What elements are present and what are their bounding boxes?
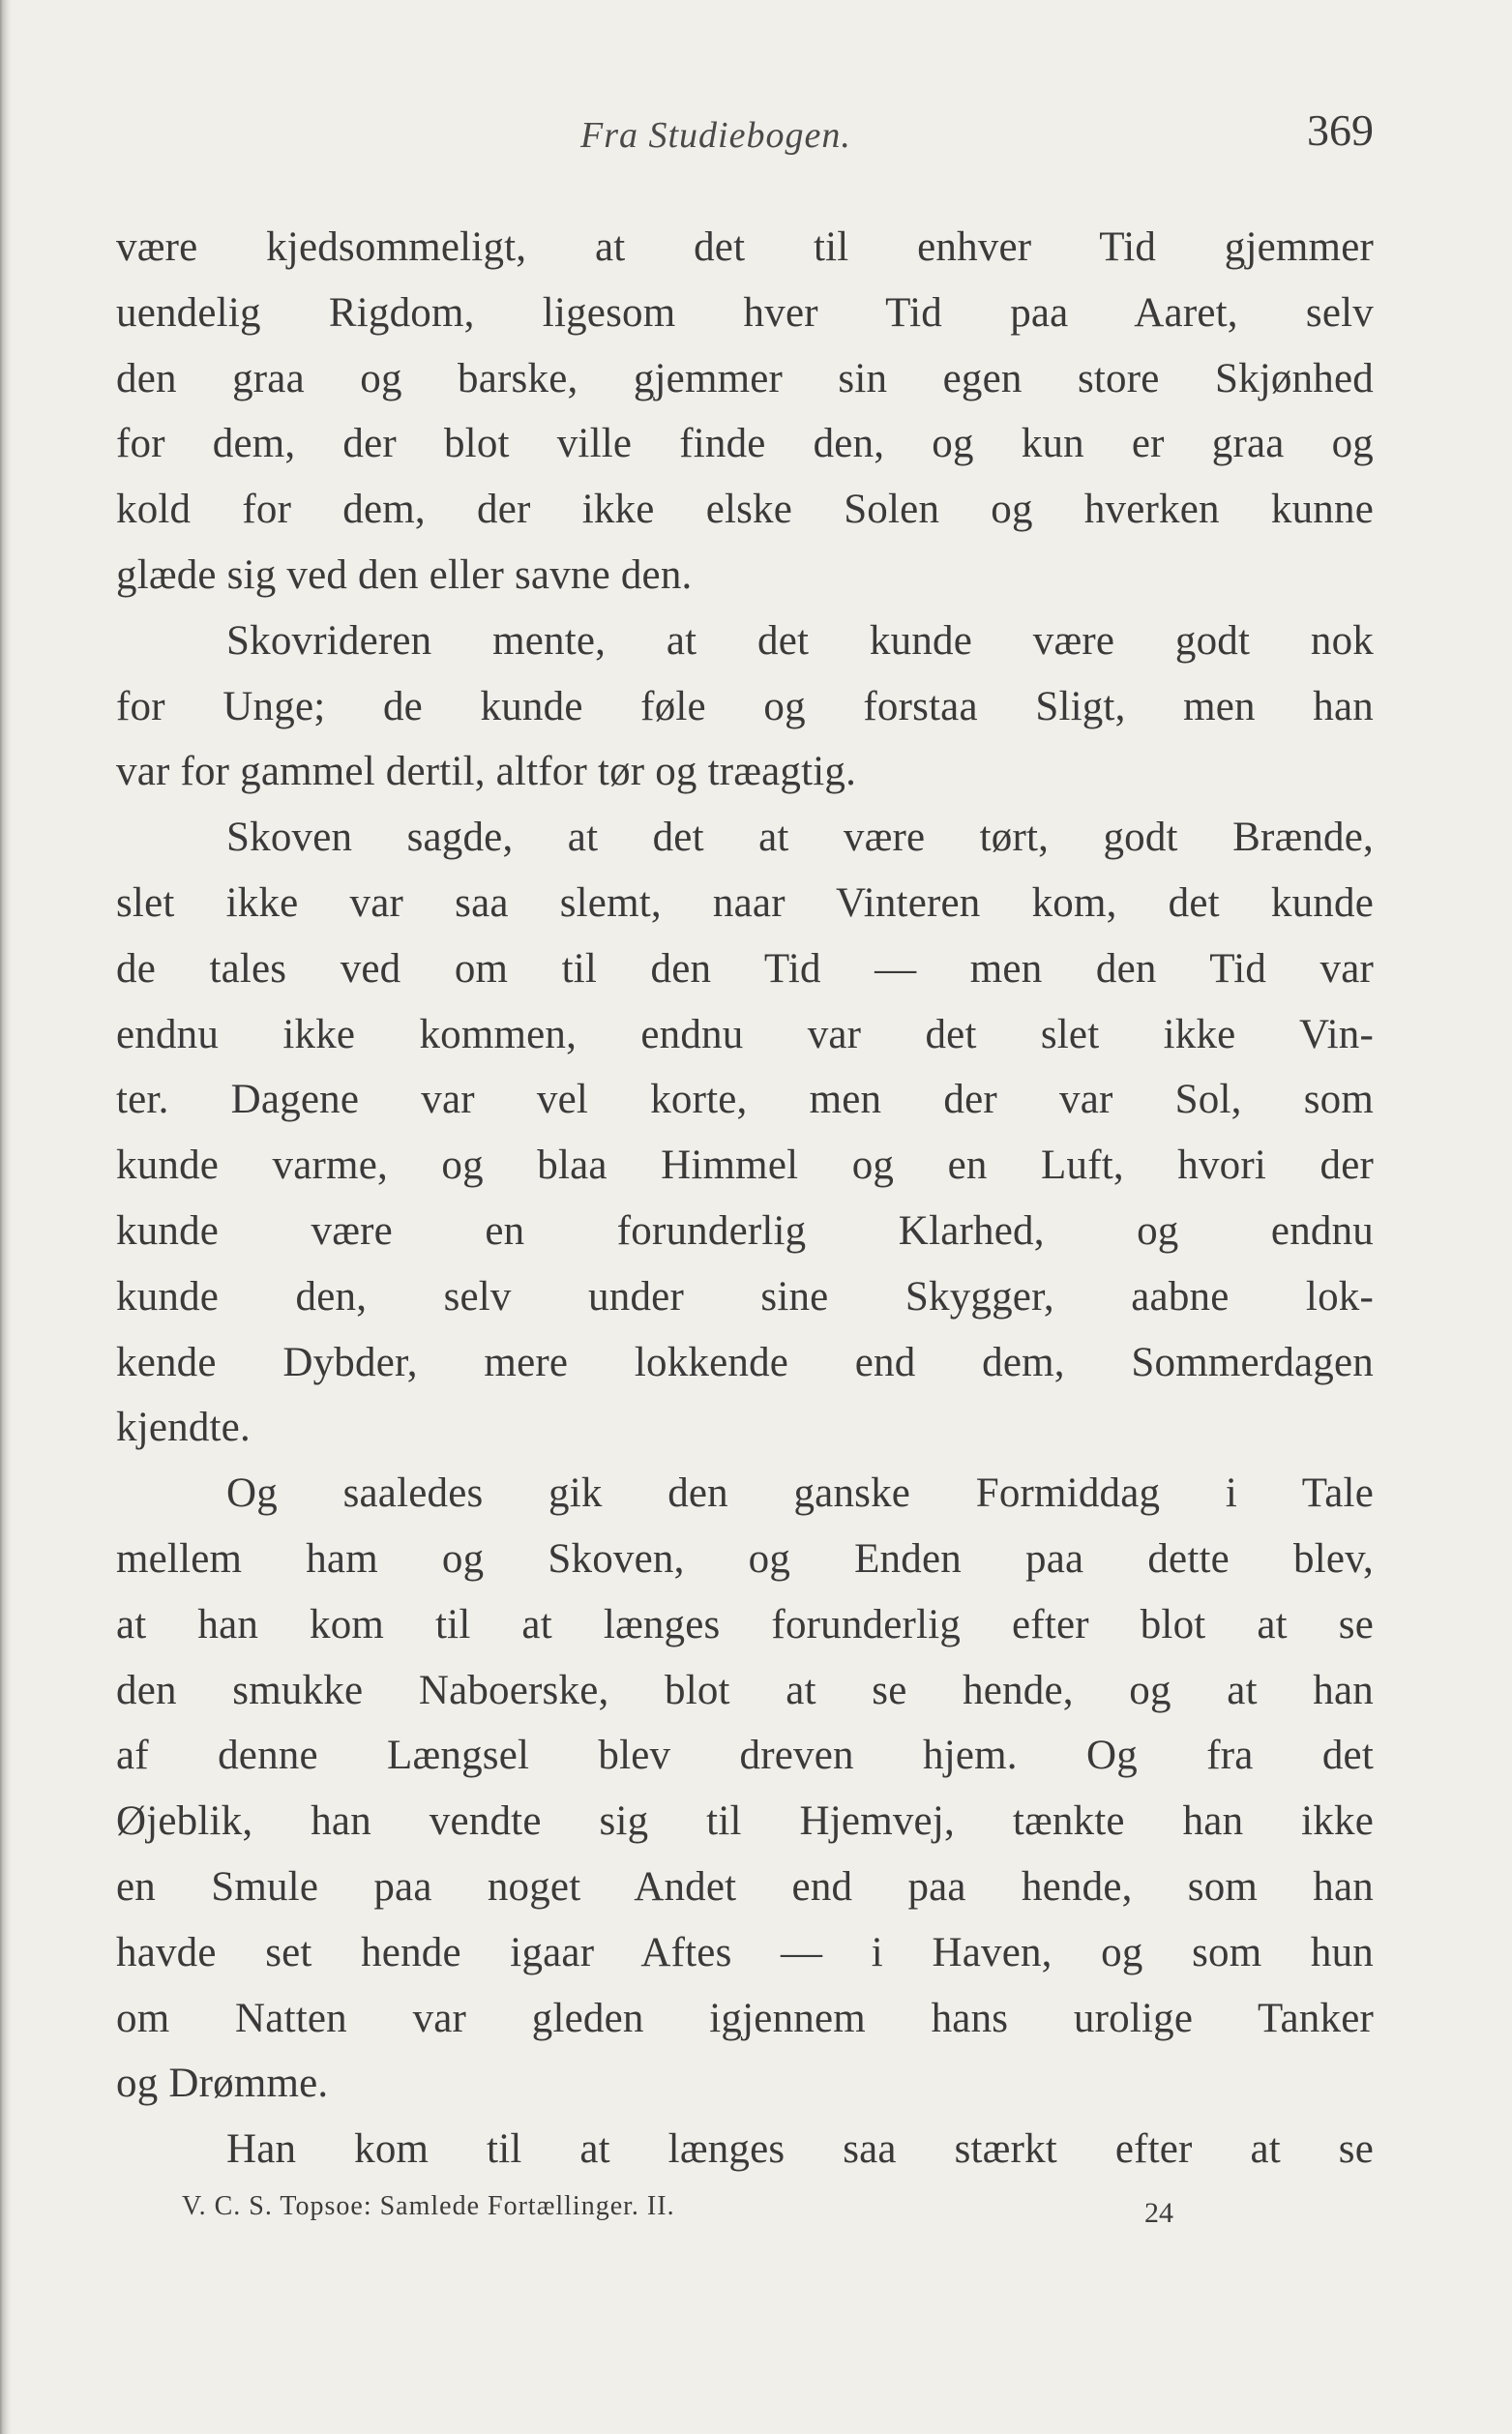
page-header (116, 104, 1374, 163)
body-text (116, 215, 1374, 2182)
text-line: Skovrideren mente, at det kunde være godt nok (226, 617, 1374, 664)
text-line: ter. Dagene var vel korte, men der var Sol, som (116, 1077, 1374, 1123)
text-line: at han kom til at længes forunderlig efter blot at se (116, 1601, 1374, 1647)
text-line: mellem ham og Skoven, og Enden paa dette blev, (116, 1535, 1374, 1582)
page-binding-edge (0, 0, 12, 2434)
text-line: Øjeblik, han vendte sig til Hjemvej, tænkte han ikke (116, 1798, 1374, 1845)
running-title: Fra Studiebogen. (580, 115, 851, 156)
text-line: kold for dem, der ikke elske Solen og hverken kunne (116, 487, 1374, 533)
text-line: endnu ikke kommen, endnu var det slet ikke Vin- (116, 1011, 1374, 1057)
text-line: den graa og barske, gjemmer sin egen store Skjønhed (116, 355, 1374, 401)
text-line: Og saaledes gik den ganske Formiddag i Tale (226, 1470, 1374, 1517)
text-line: for Unge; de kunde føle og forstaa Sligt, men han (116, 683, 1374, 729)
text-line: Han kom til at længes saa stærkt efter at se (226, 2126, 1374, 2173)
page-number: 369 (1307, 105, 1374, 155)
text-line: slet ikke var saa slemt, naar Vinteren kom, det kunde (116, 879, 1374, 926)
text-line: kende Dybder, mere lokkende end dem, Sommerdagen (116, 1339, 1374, 1385)
text-line: en Smule paa noget Andet end paa hende, som han (116, 1863, 1374, 1910)
text-line: af denne Længsel blev dreven hjem. Og fra det (116, 1733, 1374, 1779)
text-line: for dem, der blot ville finde den, og kun er graa og (116, 421, 1374, 467)
text-line: uendelig Rigdom, ligesom hver Tid paa Aaret, selv (116, 289, 1374, 336)
text-line: den smukke Naboerske, blot at se hende, og at han (116, 1667, 1374, 1713)
page-footer (182, 2191, 1198, 2240)
text-line: kunde være en forunderlig Klarhed, og endnu (116, 1207, 1374, 1254)
text-line: om Natten var gleden igjennem hans urolige Tanker (116, 1995, 1374, 2041)
text-line: Skoven sagde, at det at være tørt, godt Brænde, (226, 815, 1374, 861)
text-line: glæde sig ved den eller savne den. (116, 551, 693, 598)
text-line: kjendte. (116, 1405, 251, 1451)
text-line: havde set hende igaar Aftes — i Haven, og som hun (116, 1929, 1374, 1975)
text-line: kunde den, selv under sine Skygger, aabne lok- (116, 1273, 1374, 1320)
sheet-mark: 24 (1144, 2197, 1173, 2229)
text-line: de tales ved om til den Tid — men den Tid var (116, 945, 1374, 992)
text-line: og Drømme. (116, 2061, 329, 2107)
printer-signature: V. C. S. Topsoe: Samlede Fortællinger. II. (182, 2191, 675, 2221)
text-line: var for gammel dertil, altfor tør og træagtig. (116, 749, 857, 795)
text-line: være kjedsommeligt, at det til enhver Tid gjemmer (116, 224, 1374, 270)
text-line: kunde varme, og blaa Himmel og en Luft, hvori der (116, 1143, 1374, 1189)
